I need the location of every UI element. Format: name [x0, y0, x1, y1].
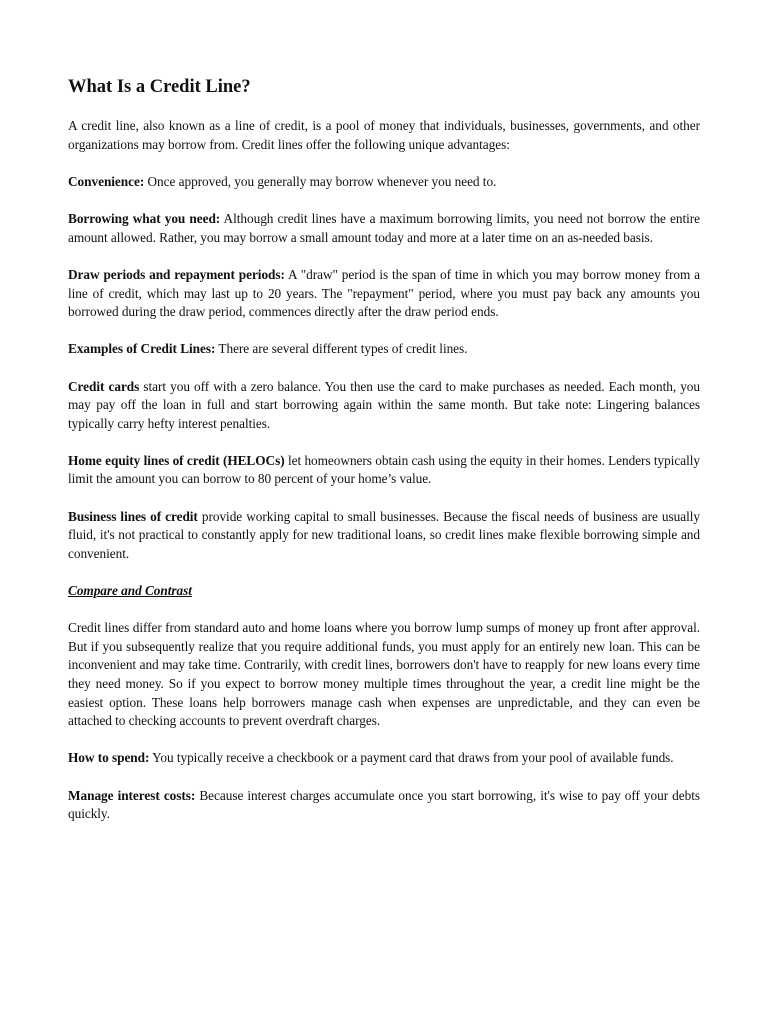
paragraph-text: start you off with a zero balance. You then use the card to make purchases as needed. Each month, you may pay off the loan in full and start borrowing again within the same month. But take note: Lingering balances typically carry hefty interest penalties. — [68, 378, 700, 431]
paragraph-text: Because interest charges accumulate once you start borrowing, it's wise to pay off your debts quickly. — [68, 787, 700, 822]
paragraph-text: A "draw" period is the span of time in which you may borrow money from a line of credit, which may last up to 20 years. The "repayment" period, where you must pay back any amounts you borrowed during the draw period, commences directly after the draw period ends. — [68, 266, 701, 320]
paragraph-examples — [68, 340, 700, 359]
intro-paragraph: A credit line, also known as a line of credit, is a pool of money that individuals, businesses, governments, and other organizations may borrow from. Credit lines offer the following unique advantages: — [68, 118, 700, 152]
paragraph-convenience — [68, 173, 700, 192]
term-label: Examples of Credit Lines: — [68, 341, 216, 357]
document-page — [68, 76, 700, 842]
paragraph-business-lines — [68, 508, 700, 564]
term-label: Manage interest costs: — [68, 787, 196, 803]
paragraph-text: provide working capital to small businesses. Because the fiscal needs of business are usually fluid, it's not practical to constantly apply for new traditional loans, so credit lines make flexible borrowing simple and convenient. — [68, 508, 700, 561]
paragraph-text: There are several different types of credit lines. — [215, 341, 468, 357]
section-subheading: Compare and Contrast — [68, 583, 192, 599]
subheading-compare — [68, 582, 700, 601]
paragraph-text: You typically receive a checkbook or a payment card that draws from your pool of available funds. — [149, 750, 674, 766]
term-label: Draw periods and repayment periods: — [68, 266, 285, 282]
term-label: Home equity lines of credit (HELOCs) — [68, 452, 285, 468]
paragraph-draw-periods — [68, 266, 700, 322]
paragraph-credit-cards — [68, 378, 700, 434]
paragraph-helocs — [68, 452, 700, 489]
term-label: Credit cards — [68, 378, 140, 394]
paragraph-text: Although credit lines have a maximum borrowing limits, you need not borrow the entire amount allowed. Rather, you may borrow a small amount today and more at a later time on an as-needed basis. — [68, 211, 700, 245]
term-label: How to spend: — [68, 750, 150, 766]
term-label: Borrowing what you need: — [68, 211, 221, 227]
paragraph-borrowing — [68, 210, 700, 247]
paragraph-how-to-spend — [68, 749, 700, 768]
term-label: Business lines of credit — [68, 508, 198, 524]
page-title: What Is a Credit Line? — [68, 77, 251, 97]
paragraph-text: Once approved, you generally may borrow whenever you need to. — [144, 173, 497, 189]
paragraph-compare: Credit lines differ from standard auto and home loans where you borrow lump sumps of money up front after approval. But if you subsequently realize that you require additional funds, you must apply for an entirely new loan. This can be inconvenient and may take time. Contrarily, with credit lines, borrowers don't have to reapply for new loans every time they need money. So if you expect to borrow money multiple times throughout the year, a credit line might be the easiest option. These loans help borrowers manage cash when expenses are unpredictable, and they can even be attached to checking accounts to prevent overdraft charges. — [68, 620, 700, 729]
term-label: Convenience: — [68, 173, 145, 189]
paragraph-interest-costs — [68, 787, 700, 824]
paragraph-text: let homeowners obtain cash using the equity in their homes. Lenders typically limit the amount you can borrow to 80 percent of your home’s value. — [68, 452, 700, 487]
